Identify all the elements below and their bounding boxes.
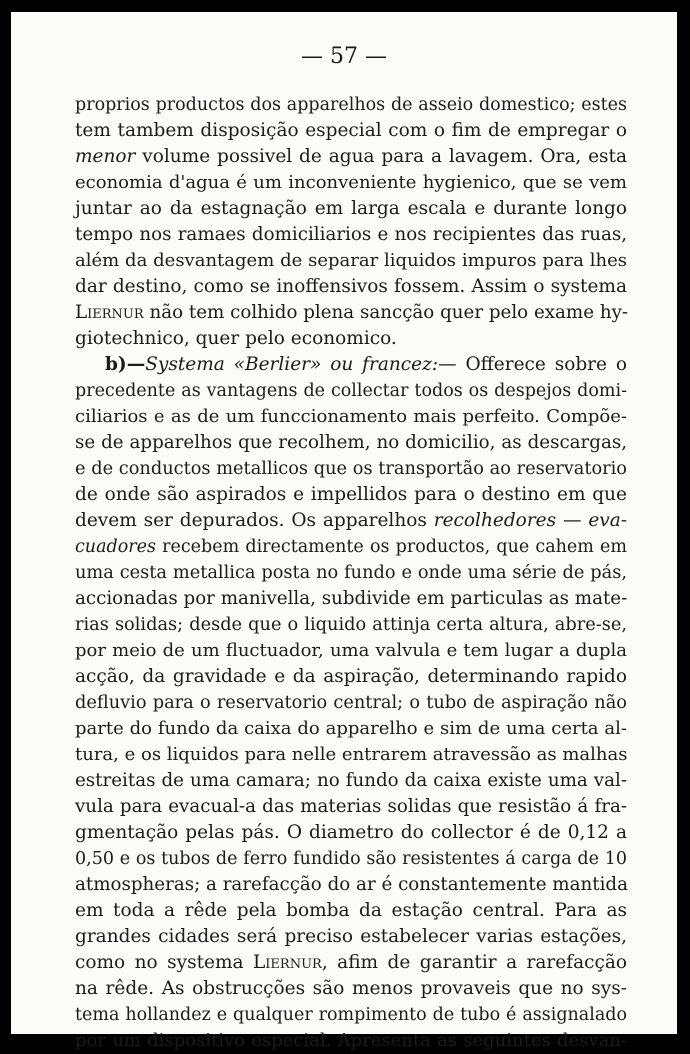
text-line: além da desvantagem de separar liquidos impuros para lhes — [75, 250, 627, 271]
text-line: uma cesta metallica posta no fundo e onde uma série de pás, — [75, 563, 627, 583]
italic-word: recolhedores — eva- — [433, 510, 628, 531]
text-line: gmentação pelas pás. O diametro do collector é de 0,12 a — [75, 822, 627, 843]
text-line: e de conductos metallicos que os transportão ao reservatorio — [75, 459, 627, 479]
text-line: vula para evacual-a das materias solidas que resistão á fra- — [75, 796, 627, 817]
italic-word: menor — [75, 146, 136, 167]
text-line: giotechnico, quer pelo economico. — [75, 328, 397, 349]
section-marker: b)— — [105, 354, 146, 375]
text-line: parte do fundo da caixa do apparelho e sim de uma certa al- — [75, 718, 627, 739]
text-line: grandes cidades será preciso estabelecer varias estações, — [75, 926, 627, 947]
text-line: se de apparelhos que recolhem, no domicilio, as descargas, — [75, 432, 627, 453]
text-line: 0,50 e os tubos de ferro fundido são resistentes á carga de 10 — [75, 849, 627, 869]
text-line: por meio de um fluctuador, uma valvula e tem lugar a dupla — [75, 640, 627, 661]
text-line: cuadores recebem directamente os productos, que cahem em — [75, 537, 627, 557]
text-line: atmospheras; a rarefacção do ar é constantemente mantida — [75, 874, 628, 895]
text-line: Liernur não tem colhido plena sancção quer pelo exame hy- — [75, 302, 629, 323]
text-line: juntar ao da estagnação em larga escala e durante longo — [75, 198, 627, 219]
text-line: ciliarios e as de um funccionamento mais perfeito. Compõe- — [75, 406, 627, 427]
text-line: tura, e os liquidos para nelle entrarem atravessão as malhas — [75, 744, 628, 765]
text-line: accionadas por manivella, subdivide em particulas as mate- — [75, 588, 628, 609]
text-line: tempo nos ramaes domiciliarios e nos recipientes das ruas, — [75, 224, 627, 245]
text-line: menor volume possivel de agua para a lavagem. Ora, esta — [75, 146, 627, 167]
text-line: na rêde. As obstrucções são menos provaveis que no sys- — [75, 978, 627, 999]
smallcaps-name: Liernur — [75, 302, 144, 323]
section-heading: Systema «Berlier» ou francez: — [145, 354, 439, 375]
body-text — [75, 92, 627, 1054]
text-line: economia d'agua é um inconveniente hygienico, que se vem — [75, 172, 627, 193]
text-line: tem tambem disposição especial com o fim de empregar o — [75, 120, 627, 141]
text-line: por um dispositivo especial. Apresenta as seguintes desvan- — [75, 1030, 627, 1051]
text-line: de onde são aspirados e impellidos para o destino em que — [75, 484, 627, 505]
document-page — [11, 12, 677, 1051]
page-number: — 57 — — [301, 44, 387, 69]
text-line: rias solidas; desde que o liquido attinja certa altura, abre-se, — [75, 615, 627, 635]
text-line: tema hollandez e qualquer rompimento de tubo é assignalado — [75, 1005, 627, 1025]
text-line: dar destino, como se inoffensivos fossem. Assim o systema — [75, 276, 627, 297]
italic-word: cuadores — [75, 537, 156, 557]
text-line: em toda a rêde pela bomba da estação central. Para as — [75, 900, 627, 921]
text-line: estreitas de uma camara; no fundo da caixa existe uma val- — [75, 770, 627, 791]
text-line: devem ser depurados. Os apparelhos recolhedores — eva- — [75, 510, 628, 531]
text-line: precedente as vantagens de collectar todos os despejos domi- — [75, 381, 627, 401]
text-line: proprios productos dos apparelhos de asseio domestico; estes — [75, 95, 627, 115]
text-line: como no systema Liernur, afim de garantir a rarefacção — [75, 952, 627, 973]
text-line: acção, da gravidade e da aspiração, determinando rapido — [75, 666, 627, 687]
text-line: b)—Systema «Berlier» ou francez:— Offerece sobre o — [105, 354, 628, 375]
smallcaps-name: Liernur — [253, 952, 322, 973]
text-line: defluvio para o reservatorio central; o tubo de aspiração não — [75, 693, 627, 713]
